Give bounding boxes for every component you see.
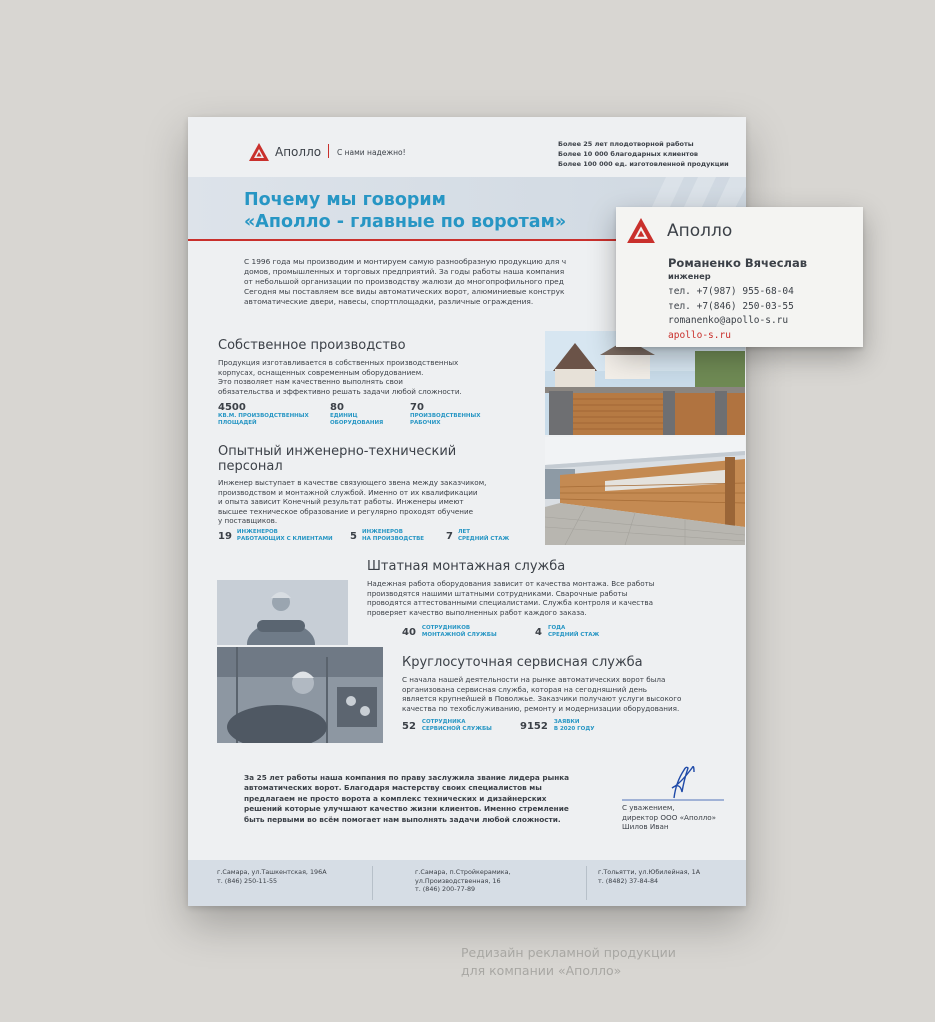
gate-photo-sliding-image <box>545 437 745 545</box>
engineers-stat: 19 ИНЖЕНЕРОВ РАБОТАЮЩИХ С КЛИЕНТАМИ <box>218 529 333 542</box>
production-stat: 4500 КВ.М. ПРОИЗВОДСТВЕННЫХ ПЛОЩАДЕЙ <box>218 402 309 426</box>
production-stat: 70 ПРОИЗВОДСТВЕННЫХ РАБОЧИХ <box>410 402 481 426</box>
apollo-logo-icon <box>627 218 655 243</box>
footer-divider <box>372 866 373 900</box>
brand-name: Аполло <box>275 145 322 159</box>
service-title: Круглосуточная сервисная служба <box>402 655 643 670</box>
production-text: Продукция изготавливается в собственных производственных корпусах, оснащенных современным оборудованием. Это позволяет нам качественно выполнять свои обязательства и эффективно решать задачи любой сложности. <box>218 358 462 396</box>
brand-slogan: С нами надежно! <box>337 148 406 157</box>
closing-paragraph: За 25 лет работы наша компания по праву заслужила звание лидера рынка автоматических ворот. Благодаря мастерству своих специалистов мы предлагаем не просто ворота а комплекс технических и дизайнерских решений которые улучшают качество жизни клиентов. Именно стремление быть первыми во всём помогает нам выполнять задачи любой сложности. <box>244 773 570 824</box>
footer-address: г.Самара, ул.Ташкентская, 196А т. (846) 250-11-55 <box>217 868 327 885</box>
top-fact: Более 100 000 ед. изготовленной продукции <box>558 160 729 168</box>
installation-text: Надежная работа оборудования зависит от качества монтажа. Все работы производятся нашими штатными сотрудниками. Сварочные работы проводятся аттестованными специалистами. Служба контроля и качества проверяет качество выполненных работ каждого заказа. <box>367 579 655 617</box>
logo-separator <box>328 144 329 158</box>
worker-photo <box>217 580 348 645</box>
footer <box>188 860 746 906</box>
footer-divider <box>586 866 587 900</box>
service-stat: 9152 ЗАЯВКИ В 2020 ГОДУ <box>520 719 595 732</box>
presentation-caption: Редизайн рекламной продукции для компании «Аполло» <box>461 945 676 978</box>
card-phone: тел. +7(846) 250-03-55 <box>668 300 794 312</box>
service-text: С начала нашей деятельности на рынке автоматических ворот была организована сервисная служба, которая на сегодняшний день является крупнейшей в Поволжье. Заказчики получают услуги высокого качества по техобслуживанию, ремонту и модернизации оборудования. <box>402 675 682 713</box>
business-card <box>616 207 863 347</box>
card-contacts <box>668 285 794 343</box>
signature-block: С уважением, директор ООО «Аполло» Шилов Иван <box>622 803 717 831</box>
card-email: romanenko@apollo-s.ru <box>668 315 789 326</box>
footer-address: г.Тольятти, ул.Юбилейная, 1А т. (8482) 37-84-84 <box>598 868 701 885</box>
engineers-title: Опытный инженерно-технический персонал <box>218 444 457 474</box>
installation-title: Штатная монтажная служба <box>367 559 566 574</box>
card-brand: Аполло <box>667 221 733 241</box>
signature-image <box>618 762 728 807</box>
card-phone: тел. +7(987) 955-68-04 <box>668 286 794 297</box>
intro-paragraph: С 1996 года мы производим и монтируем самую разнообразную продукцию для ч домов, промышленных и торговых предприятий. За годы работы наша компания от небольшой организации по производству жалюзи до многопрофильного пред Сегодня мы поставляем все виды автоматических ворот, алюминиевые конструк автоматические двери, навесы, спортплощадки, различные ограждения. <box>244 257 567 306</box>
engineers-stat: 5 ИНЖЕНЕРОВ НА ПРОИЗВОДСТВЕ <box>350 529 425 542</box>
page-title: Почему мы говорим «Аполло - главные по воротам» <box>244 190 567 232</box>
mechanic-photo-image <box>217 647 383 743</box>
engineers-text: Инженер выступает в качестве связующего звена между заказчиком, производством и монтажной службой. Именно от их квалификации и опыта зависит Конечный результат работы. Инженеры имеют высшее техническое образование и регулярно проходят обучение у поставщиков. <box>218 478 487 525</box>
top-fact: Более 25 лет плодотворной работы <box>558 140 694 148</box>
card-site: apollo-s.ru <box>668 329 731 341</box>
footer-address: г.Самара, п.Стройкерамика, ул.Производственная, 16 т. (846) 200-77-89 <box>415 868 511 894</box>
installation-stat: 4 ГОДА СРЕДНИЙ СТАЖ <box>535 625 600 638</box>
engineers-stat: 7 ЛЕТ СРЕДНИЙ СТАЖ <box>446 529 510 542</box>
production-stat: 80 ЕДИНИЦ ОБОРУДОВАНИЯ <box>330 402 384 426</box>
production-title: Собственное производство <box>218 338 406 353</box>
top-facts <box>558 139 729 169</box>
top-fact: Более 10 000 благодарных клиентов <box>558 150 699 158</box>
worker-photo-image <box>217 580 348 645</box>
service-stat: 52 СОТРУДНИКА СЕРВИСНОЙ СЛУЖБЫ <box>402 719 492 732</box>
card-name: Романенко Вячеслав <box>668 256 808 270</box>
mechanic-photo <box>217 647 383 743</box>
installation-stat: 40 СОТРУДНИКОВ МОНТАЖНОЙ СЛУЖБЫ <box>402 625 497 638</box>
card-position: инженер <box>668 271 711 281</box>
gate-photo-sliding <box>545 437 745 545</box>
apollo-logo-icon <box>249 143 269 161</box>
